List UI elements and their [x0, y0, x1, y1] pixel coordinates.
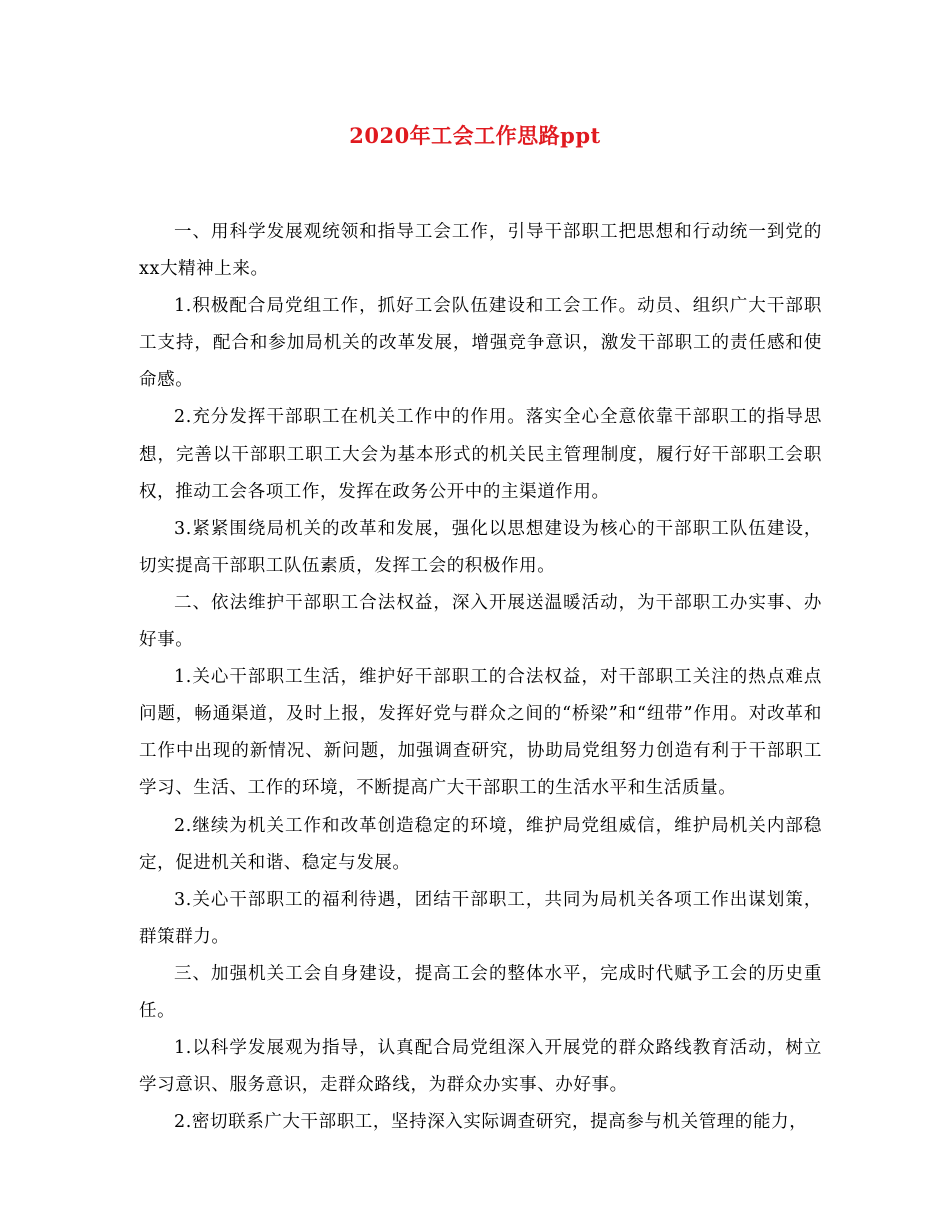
paragraph-section-1-heading: 一、用科学发展观统领和指导工会工作，引导干部职工把思想和行动统一到党的xx大精神上来。	[139, 222, 822, 280]
paragraph-item-1-1: 1.积极配合局党组工作，抓好工会队伍建设和工会工作。动员、组织广大干部职工支持，配合和参加局机关的改革发展，增强竞争意识，激发干部职工的责任感和使命感。	[139, 296, 822, 391]
paragraph-section-3-heading: 三、加强机关工会自身建设，提高工会的整体水平，完成时代赋予工会的历史重任。	[139, 963, 822, 1021]
paragraph-section-2-heading: 二、依法维护干部职工合法权益，深入开展送温暖活动，为干部职工办实事、办好事。	[139, 592, 822, 651]
paragraph-item-2-1: 1.关心干部职工生活，维护好干部职工的合法权益，对干部职工关注的热点难点问题，畅通渠道，及时上报，发挥好党与群众之间的“桥梁”和“纽带”作用。对改革和工作中出现的新情况、新问题，加强调查研究，协助局党组努力创造有利于干部职工学习、生活、工作的环境，不断提高广大干部职工的生活水平和生活质量。	[139, 667, 822, 799]
document-title: 2020年工会工作思路ppt	[349, 123, 601, 148]
paragraph-item-1-2: 2.充分发挥干部职工在机关工作中的作用。落实全心全意依靠干部职工的指导思想，完善以干部职工职工大会为基本形式的机关民主管理制度，履行好干部职工会职权，推动工会各项工作，发挥在政务公开中的主渠道作用。	[139, 407, 822, 502]
paragraph-item-2-2: 2.继续为机关工作和改革创造稳定的环境，维护局党组威信，维护局机关内部稳定，促进机关和谐、稳定与发展。	[139, 815, 822, 873]
paragraph-item-1-3: 3.紧紧围绕局机关的改革和发展，强化以思想建设为核心的干部职工队伍建设，切实提高干部职工队伍素质，发挥工会的积极作用。	[139, 518, 822, 576]
paragraph-item-3-1: 1.以科学发展观为指导，认真配合局党组深入开展党的群众路线教育活动，树立学习意识、服务意识，走群众路线，为群众办实事、办好事。	[139, 1038, 822, 1096]
paragraph-item-2-3: 3.关心干部职工的福利待遇，团结干部职工，共同为局机关各项工作出谋划策，群策群力。	[139, 889, 822, 947]
document-body	[139, 214, 822, 1141]
paragraph-item-3-2: 2.密切联系广大干部职工，坚持深入实际调查研究，提高参与机关管理的能力，	[174, 1112, 808, 1133]
